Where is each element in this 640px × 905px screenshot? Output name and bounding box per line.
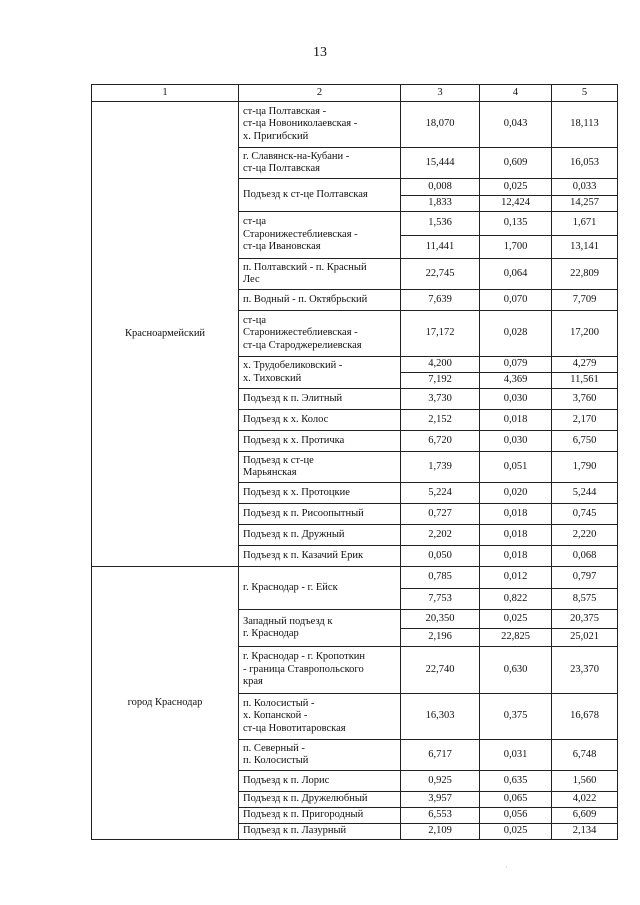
value-cell-c4: 0,018 bbox=[480, 546, 552, 567]
value-cell-c4: 0,025 bbox=[480, 824, 552, 840]
value-part: 0,797 bbox=[572, 571, 597, 582]
road-name-cell: Подъезд к ст-це Марьянская bbox=[239, 452, 401, 483]
header-col-1: 1 bbox=[92, 85, 239, 102]
value-cell-c5: 2,134 bbox=[552, 824, 618, 840]
value-part: 20,375 bbox=[570, 612, 599, 624]
table-body bbox=[92, 102, 618, 840]
value-part: 4,279 bbox=[572, 358, 597, 370]
value-cell-c4: 0,030 bbox=[480, 431, 552, 452]
value-part: 0,008 bbox=[428, 180, 452, 192]
value-part: 4,369 bbox=[480, 372, 551, 388]
value-cell-c3: 6,553 bbox=[401, 808, 480, 824]
value-cell-c4: 0,630 bbox=[480, 647, 552, 694]
value-part: 0,822 bbox=[480, 588, 551, 610]
value-cell-c3: 2,109 bbox=[401, 824, 480, 840]
value-cell-c3: 1,739 bbox=[401, 452, 480, 483]
value-cell-c3: 16,303 bbox=[401, 694, 480, 740]
value-cell-c4 bbox=[480, 212, 552, 259]
road-name-cell: п. Водный - п. Октябрьский bbox=[239, 290, 401, 311]
road-name-cell: г. Краснодар - г. Кропоткин - граница Ставропольского края bbox=[239, 647, 401, 694]
road-name-cell: Подъезд к п. Лорис bbox=[239, 771, 401, 792]
value-cell-c4: 0,018 bbox=[480, 504, 552, 525]
value-cell-c5: 16,678 bbox=[552, 694, 618, 740]
value-cell-c5 bbox=[552, 567, 618, 610]
value-cell-c4: 0,018 bbox=[480, 525, 552, 546]
value-part: 0,135 bbox=[503, 217, 528, 228]
value-cell-c4: 0,031 bbox=[480, 740, 552, 771]
value-cell-c3: 15,444 bbox=[401, 148, 480, 179]
value-cell-c4: 0,375 bbox=[480, 694, 552, 740]
value-cell-c5: 5,244 bbox=[552, 483, 618, 504]
road-name-cell: Подъезд к п. Лазурный bbox=[239, 824, 401, 840]
value-cell-c5: 7,709 bbox=[552, 290, 618, 311]
value-part: 7,192 bbox=[401, 372, 479, 388]
value-cell-c4: 0,609 bbox=[480, 148, 552, 179]
footer-mark: · bbox=[505, 862, 508, 872]
value-cell-c5: 6,609 bbox=[552, 808, 618, 824]
value-cell-c5 bbox=[552, 610, 618, 647]
value-cell-c3: 6,717 bbox=[401, 740, 480, 771]
value-cell-c4 bbox=[480, 610, 552, 647]
road-name-cell: Подъезд к ст-це Полтавская bbox=[239, 179, 401, 212]
value-cell-c4: 0,030 bbox=[480, 389, 552, 410]
road-name-cell: Подъезд к п. Дружелюбный bbox=[239, 792, 401, 808]
value-part: 7,753 bbox=[401, 588, 479, 610]
value-cell-c4: 0,635 bbox=[480, 771, 552, 792]
value-cell-c5: 22,809 bbox=[552, 259, 618, 290]
value-part: 11,441 bbox=[401, 235, 479, 259]
value-part: 0,012 bbox=[503, 571, 528, 582]
value-cell-c3: 6,720 bbox=[401, 431, 480, 452]
value-cell-c3: 0,050 bbox=[401, 546, 480, 567]
roads-table bbox=[91, 84, 618, 840]
value-cell-c3: 22,740 bbox=[401, 647, 480, 694]
road-name-cell: Подъезд к х. Протичка bbox=[239, 431, 401, 452]
value-cell-c3: 3,957 bbox=[401, 792, 480, 808]
road-name-cell: Подъезд к п. Элитный bbox=[239, 389, 401, 410]
value-cell-c3 bbox=[401, 212, 480, 259]
value-cell-c5: 16,053 bbox=[552, 148, 618, 179]
value-cell-c5: 23,370 bbox=[552, 647, 618, 694]
district-cell: город Краснодар bbox=[92, 567, 239, 840]
value-part: 0,025 bbox=[503, 180, 528, 192]
value-cell-c5: 18,113 bbox=[552, 102, 618, 148]
value-cell-c3 bbox=[401, 179, 480, 212]
value-part: 22,825 bbox=[480, 628, 551, 647]
value-cell-c5: 2,220 bbox=[552, 525, 618, 546]
road-name-cell: г. Краснодар - г. Ейск bbox=[239, 567, 401, 610]
value-part: 8,575 bbox=[552, 588, 617, 610]
value-part: 25,021 bbox=[552, 628, 617, 647]
road-name-cell: Подъезд к х. Протоцкие bbox=[239, 483, 401, 504]
value-cell-c5 bbox=[552, 179, 618, 212]
road-name-cell: п. Северный - п. Колосистый bbox=[239, 740, 401, 771]
value-cell-c4 bbox=[480, 357, 552, 389]
value-cell-c5: 6,748 bbox=[552, 740, 618, 771]
value-part: 0,785 bbox=[428, 571, 452, 582]
value-part: 11,561 bbox=[552, 372, 617, 388]
value-cell-c3 bbox=[401, 567, 480, 610]
value-cell-c4: 0,018 bbox=[480, 410, 552, 431]
header-col-5: 5 bbox=[552, 85, 618, 102]
value-part: 14,257 bbox=[552, 195, 617, 212]
road-name-cell: п. Полтавский - п. Красный Лес bbox=[239, 259, 401, 290]
header-row bbox=[92, 85, 618, 102]
value-part: 4,200 bbox=[428, 358, 452, 370]
value-cell-c5: 1,790 bbox=[552, 452, 618, 483]
district-cell: Красноармейский bbox=[92, 102, 239, 567]
value-cell-c3: 22,745 bbox=[401, 259, 480, 290]
value-part: 13,141 bbox=[552, 235, 617, 259]
value-cell-c3: 5,224 bbox=[401, 483, 480, 504]
road-name-cell: Западный подъезд к г. Краснодар bbox=[239, 610, 401, 647]
header-col-3: 3 bbox=[401, 85, 480, 102]
road-name-cell: ст-ца Старонижестеблиевская - ст-ца Староджерелиевская bbox=[239, 311, 401, 357]
value-cell-c4 bbox=[480, 179, 552, 212]
value-cell-c5: 1,560 bbox=[552, 771, 618, 792]
road-name-cell: Подъезд к п. Казачий Ерик bbox=[239, 546, 401, 567]
value-cell-c5: 17,200 bbox=[552, 311, 618, 357]
value-cell-c4: 0,043 bbox=[480, 102, 552, 148]
value-part: 1,833 bbox=[401, 195, 479, 212]
table-row bbox=[92, 567, 618, 610]
value-cell-c4: 0,064 bbox=[480, 259, 552, 290]
road-name-cell: ст-ца Старонижестеблиевская - ст-ца Ивановская bbox=[239, 212, 401, 259]
road-name-cell: г. Славянск-на-Кубани - ст-ца Полтавская bbox=[239, 148, 401, 179]
road-name-cell: Подъезд к п. Пригородный bbox=[239, 808, 401, 824]
value-cell-c3 bbox=[401, 357, 480, 389]
value-cell-c3: 3,730 bbox=[401, 389, 480, 410]
value-cell-c4: 0,020 bbox=[480, 483, 552, 504]
value-part: 1,671 bbox=[572, 217, 597, 228]
value-cell-c3: 0,925 bbox=[401, 771, 480, 792]
value-cell-c4 bbox=[480, 567, 552, 610]
value-cell-c5 bbox=[552, 212, 618, 259]
table-row bbox=[92, 102, 618, 148]
value-cell-c3: 2,152 bbox=[401, 410, 480, 431]
value-cell-c4: 0,070 bbox=[480, 290, 552, 311]
value-part: 1,536 bbox=[428, 217, 452, 228]
road-name-cell: Подъезд к п. Дружный bbox=[239, 525, 401, 546]
value-cell-c5: 3,760 bbox=[552, 389, 618, 410]
value-part: 1,700 bbox=[480, 235, 551, 259]
value-cell-c4: 0,028 bbox=[480, 311, 552, 357]
value-cell-c5: 6,750 bbox=[552, 431, 618, 452]
page-number: 13 bbox=[313, 45, 327, 60]
value-cell-c3: 17,172 bbox=[401, 311, 480, 357]
value-cell-c3: 2,202 bbox=[401, 525, 480, 546]
road-name-cell: х. Трудобеликовский - х. Тиховский bbox=[239, 357, 401, 389]
value-part: 12,424 bbox=[480, 195, 551, 212]
header-col-2: 2 bbox=[239, 85, 401, 102]
value-part: 0,079 bbox=[503, 358, 528, 370]
value-part: 2,196 bbox=[401, 628, 479, 647]
value-part: 20,350 bbox=[425, 612, 455, 624]
value-cell-c5: 0,745 bbox=[552, 504, 618, 525]
value-cell-c4: 0,051 bbox=[480, 452, 552, 483]
header-col-4: 4 bbox=[480, 85, 552, 102]
value-cell-c5 bbox=[552, 357, 618, 389]
value-cell-c4: 0,065 bbox=[480, 792, 552, 808]
value-part: 0,033 bbox=[572, 180, 597, 192]
value-cell-c5: 0,068 bbox=[552, 546, 618, 567]
road-name-cell: Подъезд к х. Колос bbox=[239, 410, 401, 431]
value-cell-c3: 18,070 bbox=[401, 102, 480, 148]
value-cell-c3 bbox=[401, 610, 480, 647]
value-cell-c5: 4,022 bbox=[552, 792, 618, 808]
road-name-cell: ст-ца Полтавская - ст-ца Новониколаевская - х. Пригибский bbox=[239, 102, 401, 148]
value-cell-c5: 2,170 bbox=[552, 410, 618, 431]
road-name-cell: Подъезд к п. Рисоопытный bbox=[239, 504, 401, 525]
road-name-cell: п. Колосистый - х. Копанской - ст-ца Новотитаровская bbox=[239, 694, 401, 740]
value-cell-c4: 0,056 bbox=[480, 808, 552, 824]
value-cell-c3: 0,727 bbox=[401, 504, 480, 525]
value-cell-c3: 7,639 bbox=[401, 290, 480, 311]
value-part: 0,025 bbox=[503, 612, 528, 624]
